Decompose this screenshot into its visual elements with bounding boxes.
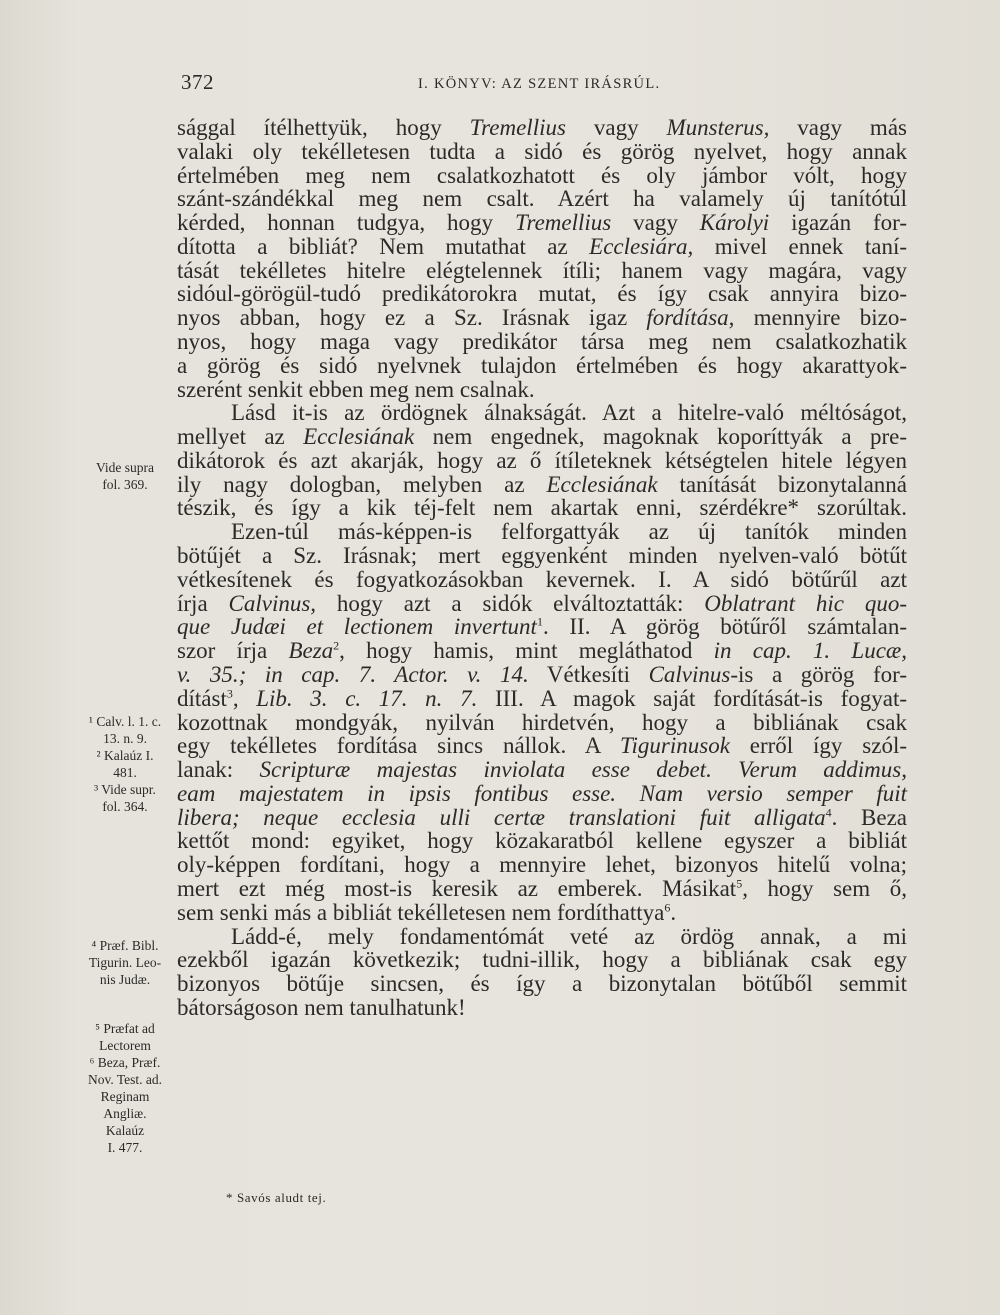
- text-segment: . II. A görög bötűről számtalan-: [542, 614, 907, 640]
- text-segment: Vétkesíti: [528, 661, 649, 687]
- page-number: 372: [181, 70, 214, 94]
- margin-note-line: ⁴ Præf. Bibl.: [91, 938, 159, 953]
- text-segment: szor írja: [177, 638, 289, 664]
- text-segment: dította a bibliát? Nem mutathat az: [177, 233, 590, 259]
- margin-note-line: Nov. Test. ad.: [87, 1072, 163, 1087]
- italic-text: Tremellius: [469, 115, 566, 140]
- text-segment: erről így szól-: [729, 733, 907, 759]
- italic-text: eam majestatem in ipsis fontibus esse. Nam versio semper fuit: [177, 780, 907, 806]
- italic-text: Ecclesiának: [303, 424, 415, 450]
- italic-text: Tremellius: [514, 210, 612, 236]
- text-segment: Ládd-é, mely fondamentómát veté az ördög annak, a mi: [231, 923, 907, 949]
- text-segment: bötűjét a Sz. Irásnak; mert eggyenként minden nyelven-való bötűt: [177, 543, 907, 569]
- margin-note-line: Lectorem: [99, 1038, 151, 1053]
- text-segment: vagy más: [769, 115, 907, 140]
- text-segment: vétkesítenek és fogyatkozásokban kevernek. I. A sidó bötűrűl azt: [177, 566, 907, 592]
- text-segment: tanítását bizonytalanná: [657, 471, 907, 497]
- italic-text: Ecclesiának: [546, 471, 658, 497]
- text-segment: szánt-szándékkal meg nem csalt. Azért ha valamely új tanítótúl: [177, 186, 907, 212]
- italic-text: fordítása,: [646, 305, 735, 331]
- italic-text: Oblatrant hic quo-: [704, 590, 907, 616]
- italic-text: Károlyi: [699, 210, 770, 236]
- text-segment: ,: [232, 685, 257, 711]
- text-segment: Lásd it-is az ördögnek álnakságát. Azt a hitelre-való méltóságot,: [231, 400, 907, 426]
- margin-note-line: Vide supra: [95, 460, 155, 475]
- text-segment: nyos, hogy maga vagy predikátor társa meg nem csalatkozhatik: [177, 329, 907, 355]
- text-segment: igazán for-: [769, 210, 907, 236]
- text-segment: Ezen-túl más-képpen-is felforgattyák az új tanítók minden: [231, 519, 907, 545]
- margin-note: [72, 937, 178, 988]
- margin-note: [72, 459, 178, 493]
- text-segment: mivel ennek taní-: [693, 233, 908, 259]
- text-segment: írja: [177, 590, 229, 616]
- text-segment: vagy: [565, 115, 667, 140]
- footnote-marker: 3: [226, 686, 233, 701]
- text-segment: kettőt mond: egyiket, hogy közakaratból kellene egyszer a bibliát: [177, 828, 907, 854]
- text-segment: kérded, honnan tudgya, hogy: [177, 210, 515, 236]
- text-segment: mert ezt még most-is keresik az emberek. Másikat: [177, 875, 737, 901]
- footnote-marker: 6: [664, 900, 671, 915]
- text-segment: egy tekélletes fordítása sincs nállok. A: [177, 733, 620, 759]
- text-segment: tészik, és így a kik téj-felt nem akartak enni, szérdékre* szorúltak.: [177, 495, 907, 521]
- running-head: I. KÖNYV: AZ SZENT IRÁSRÚL.: [418, 76, 661, 92]
- italic-text: Scripturæ majestas inviolata esse debet. Verum addimus,: [259, 757, 907, 783]
- margin-note-line: ² Kalaúz I.: [96, 748, 154, 763]
- margin-note-line: nis Judæ.: [99, 972, 151, 987]
- text-segment: sem senki más a bibliát tekélletesen nem fordíthattya: [177, 899, 665, 925]
- italic-text: Munsterus,: [666, 115, 770, 140]
- italic-text: in cap. 1. Lucæ,: [713, 638, 907, 664]
- text-segment: mennyire bizo-: [734, 305, 907, 331]
- text-segment: nem engednek, magoknak koporíttyák a pre-: [414, 424, 907, 450]
- margin-note-line: 13. n. 9.: [103, 731, 147, 746]
- italic-text: Tigurinusok: [619, 733, 730, 759]
- footnote-marker: 5: [736, 876, 743, 891]
- margin-note: [72, 713, 178, 815]
- text-segment: bátorságoson nem tanulhatunk!: [177, 994, 466, 1020]
- footnote-marker: 1: [536, 614, 543, 629]
- margin-note-line: fol. 369.: [102, 477, 148, 492]
- text-segment: -is a görög for-: [730, 661, 908, 687]
- text-segment: nyos abban, hogy ez a Sz. Irásnak igaz: [177, 305, 647, 331]
- italic-text: libera; neque ecclesia ulli certæ translationi fuit alligata: [177, 804, 826, 830]
- text-segment: értelmében meg nem csalatkozhatott és oly jámbor vólt, hogy: [177, 162, 907, 188]
- margin-note-line: fol. 364.: [102, 799, 148, 814]
- text-segment: bizonyos bötűje sincsen, és így a bizonytalan bötűből semmit: [177, 971, 907, 997]
- margin-note-line: ¹ Calv. l. 1. c.: [88, 714, 162, 729]
- margin-note-line: ⁵ Præfat ad: [95, 1021, 155, 1036]
- margin-note-line: Angliæ.: [103, 1106, 147, 1121]
- text-segment: ily nagy dologban, melyben az: [177, 471, 547, 497]
- text-segment: , hogy sem ő,: [742, 875, 907, 901]
- footnote: * Savós aludt tej.: [226, 1190, 327, 1205]
- margin-note-line: ³ Vide supr.: [94, 782, 156, 797]
- footnote-marker: 4: [825, 804, 832, 819]
- text-segment: mellyet az: [177, 424, 304, 450]
- italic-text: que Judæi et lectionem invertunt: [177, 614, 537, 640]
- text-segment: ezekből igazán következik; tudni-illik, hogy a bibliának csak egy: [177, 947, 907, 973]
- footnote-marker: 2: [333, 638, 340, 653]
- margin-note-line: ⁶ Beza, Præf.: [89, 1055, 161, 1070]
- margin-note-line: 481.: [113, 765, 137, 780]
- italic-text: Lib. 3. c. 17. n. 7.: [256, 685, 478, 711]
- italic-text: Ecclesiára,: [589, 233, 694, 259]
- text-segment: .: [670, 899, 677, 925]
- text-segment: . Beza: [831, 804, 907, 830]
- text-segment: dikátorok és azt akarják, hogy az ő ítíleteknek kétségtelen hitele légyen: [177, 447, 907, 473]
- text-segment: a görög és sidó nyelvnek tulajdon értelmében és hogy akarattyok-: [177, 352, 907, 378]
- margin-note-line: Reginam: [100, 1089, 150, 1104]
- text-segment: hogy azt a sidók elváltoztatták:: [316, 590, 705, 616]
- italic-text: v. 35.; in cap. 7. Actor. v. 14.: [177, 661, 529, 687]
- text-segment: sággal ítélhettyük, hogy: [177, 115, 470, 140]
- italic-text: Calvinus,: [228, 590, 317, 616]
- text-segment: , hogy hamis, mint megláthatod: [339, 638, 714, 664]
- text-line: [177, 992, 907, 1024]
- text-segment: dítást: [177, 685, 227, 711]
- text-segment: kozottnak mondgyák, nyilván hirdetvén, hogy a bibliának csak: [177, 709, 907, 735]
- margin-note-line: Tigurin. Leo-: [88, 955, 162, 970]
- text-segment: sidóul-görögül-tudó predikátorokra mutat, és így csak annyira bizo-: [177, 281, 907, 307]
- text-segment: tását tekélletes hitelre elégtelennek ítíli; hanem vagy magára, vagy: [177, 257, 907, 283]
- margin-note-line: Kalaúz: [105, 1123, 145, 1138]
- text-segment: III. A magok saját fordítását-is fogyat-: [477, 685, 907, 711]
- margin-note-line: I. 477.: [107, 1140, 143, 1155]
- text-segment: szerént senkit ebben meg nem csalnak.: [177, 376, 535, 402]
- text-segment: oly-képpen fordítani, hogy a mennyire lehet, bizonyos hitelű volna;: [177, 852, 907, 878]
- italic-text: Calvinus: [648, 661, 731, 687]
- text-segment: lanak:: [177, 757, 260, 783]
- text-segment: vagy: [611, 210, 700, 236]
- italic-text: Beza: [288, 638, 334, 664]
- margin-note: [72, 1020, 178, 1156]
- text-segment: valaki oly tekélletesen tudta a sidó és görög nyelvet, hogy annak: [177, 138, 907, 164]
